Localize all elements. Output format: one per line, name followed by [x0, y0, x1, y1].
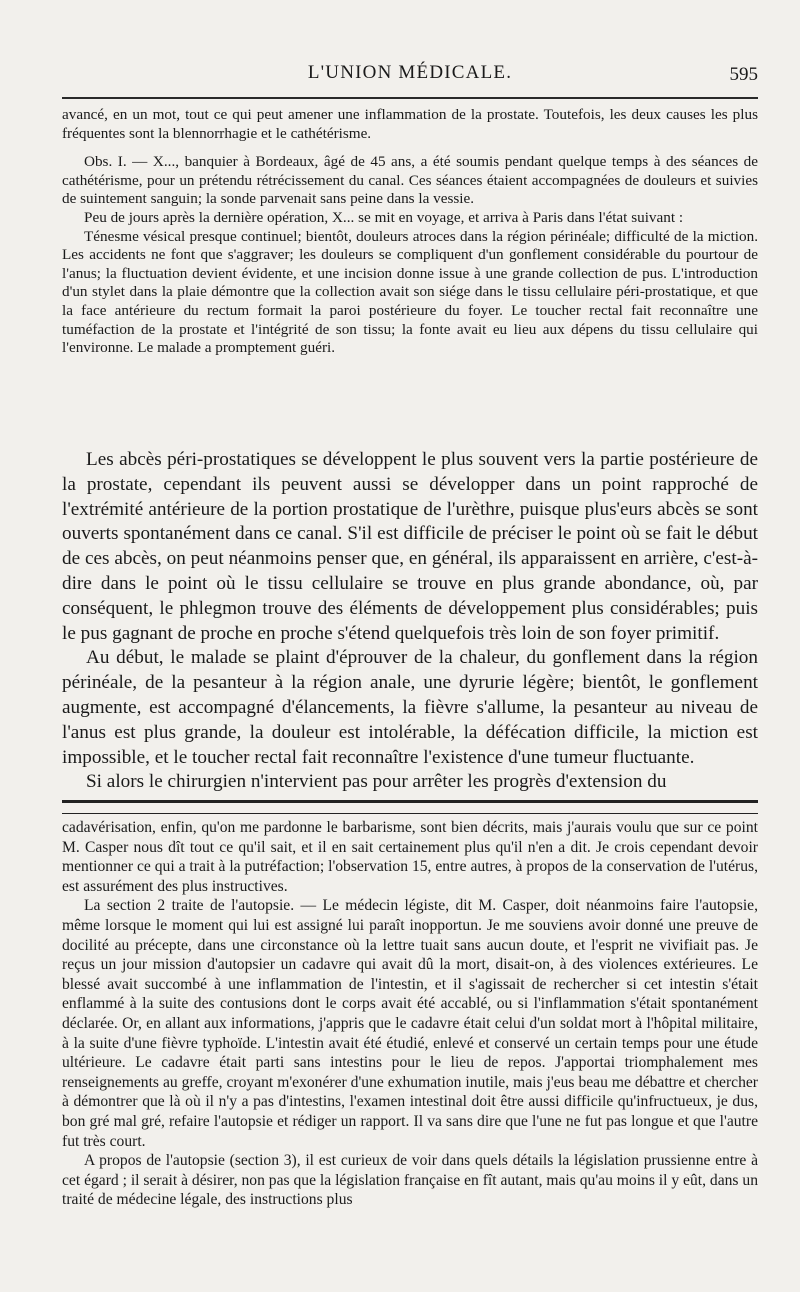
page-number: 595: [729, 64, 758, 85]
observation-paragraph: Ténesme vésical presque continuel; bientôt, douleurs atroces dans la région périnéale; difficulté de la miction. Les accidents ne font que s'aggraver; les douleurs se compliquent d'un gonflement considérable du pourtour de l'anus; la fluctuation devient évidente, et une incision donne issue à une grande collection de pus. L'introduction d'un stylet dans la plaie démontre que la collection avait son siége dans le tissu cellulaire péri-prostatique, et que la face antérieure du rectum formait la paroi postérieure du foyer. Le toucher rectal fait reconnaître une tuméfaction de la prostate et l'intégrité de son tissu; la fonte avait eu lieu aux dépens du tissu cellulaire qui l'environne. Le malade a promptement guéri.: [62, 227, 758, 357]
journal-title: L'UNION MÉDICALE.: [307, 62, 513, 83]
observation-paragraph: Peu de jours après la dernière opération, X... se mit en voyage, et arriva à Paris dans l'état suivant :: [84, 208, 684, 226]
observation-paragraph: avancé, en un mot, tout ce qui peut amener une inflammation de la prostate. Toutefois, les deux causes les plus fréquentes sont la blennorrhagie et le cathétérisme.: [62, 106, 758, 142]
main-text: [62, 448, 758, 795]
observation-paragraph: Obs. I. — X..., banquier à Bordeaux, âgé de 45 ans, a été soumis pendant quelque temps à des séances de cathétérisme, pour un prétendu rétrécissement du canal. Ces séances étaient accompagnées de douleurs et suivies de suintement sanguin; la sonde parvenait sans peine dans la vessie.: [62, 153, 758, 208]
footnote-paragraph: La section 2 traite de l'autopsie. — Le médecin légiste, dit M. Casper, doit néanmoins faire l'autopsie, même lorsque le moment qui lui est assigné lui paraît inopportun. Je me souviens avoir donné une preuve de docilité au précepte, dans une circonstance où la lettre tuait sans aucun doute, et l'esprit ne vivifiait pas. Je reçus un jour mission d'autopsier un cadavre qui avait dû la mort, disait-on, à des violences extérieures. Le blessé avait succombé à une inflammation de l'intestin, et il s'agissait de rechercher si cet intestin s'était enflammé à la suite des contusions dont le corps avait été accablé, ou si l'inflammation s'était spontanément déclarée. Or, en allant aux informations, j'appris que le cadavre était celui d'un soldat mort à l'hôpital militaire, à la suite d'une fièvre typhoïde. L'intestin avait été étudié, enlevé et conservé un certain temps pour une étude ultérieure. Le cadavre était parti sans intestins pour le lieu de repos. J'apportai triomphalement mes renseignements au greffe, croyant m'exonérer d'une exhumation inutile, mais j'eus beau me débattre et chercher à démontrer que là où il n'y a pas d'intestins, l'examen intestinal doit être aussi difficile qu'infructueux, je dus, bon gré mal gré, refaire l'autopsie et rédiger un rapport. Il va sans dire que l'une ne fut pas longue et que l'autre fut très court.: [62, 897, 758, 1150]
running-header: [62, 58, 758, 92]
main-paragraph: Au début, le malade se plaint d'éprouver de la chaleur, du gonflement dans la région périnéale, de la pesanteur à la région anale, une dyrurie légère; bientôt, le gonflement augmente, est accompagné d'élancements, la fièvre s'allume, la pesanteur au niveau de l'anus est plus grande, la douleur est intolérable, la défécation difficile, la miction est impossible, et le toucher rectal fait reconnaître l'existence d'une tumeur fluctuante.: [62, 647, 758, 768]
main-paragraph: Les abcès péri-prostatiques se développent le plus souvent vers la partie postérieure de la prostate, cependant ils peuvent aussi se développer dans un point rapproché de l'extrémité antérieure de la portion prostatique de l'urèthre, puisque plus'eurs abcès se sont ouverts spontanément dans ce canal. S'il est difficile de préciser le point où se fait le début de ces abcès, on peut néanmoins penser que, en général, ils apparaissent en arrière, c'est-à-dire dans le point où le tissu cellulaire se trouve en plus grande abondance, où, par conséquent, le phlegmon trouve des éléments de développement plus considérables; puis le pus gagnant de proche en proche s'étend quelquefois très loin de son foyer primitif.: [62, 449, 758, 644]
footnote-separator: [62, 800, 758, 814]
observation-section: [62, 106, 758, 358]
footnote-paragraph: A propos de l'autopsie (section 3), il est curieux de voir dans quels détails la législation prussienne entre à cet égard ; il serait à désirer, non pas que la législation française en fît autant, mais qu'au moins il y eût, dans un traité de médecine légale, des instructions plus: [62, 1152, 758, 1209]
main-paragraph: Si alors le chirurgien n'intervient pas pour arrêter les progrès d'extension du: [86, 771, 667, 793]
footnote-paragraph: cadavérisation, enfin, qu'on me pardonne le barbarisme, sont bien décrits, mais j'aurais voulu que sur ce point M. Casper nous dît tout ce qu'il sait, et il en sait certainement plus qu'il n'en a dit. Je crois cependant devoir mentionner ce qui a trait à la putréfaction; l'observation 15, entre autres, à propos de la conservation de l'utérus, est assurément des plus instructives.: [62, 819, 758, 895]
footnotes-section: [62, 818, 758, 1210]
header-rule: [62, 97, 758, 99]
